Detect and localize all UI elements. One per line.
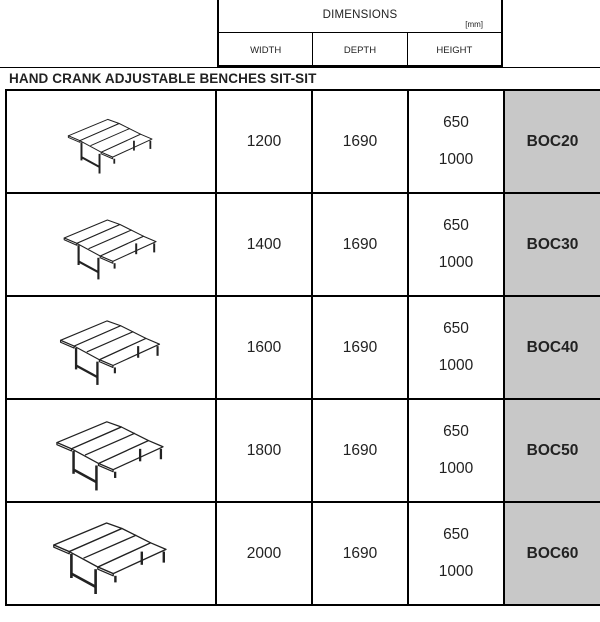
table-row — [6, 399, 600, 502]
height-min: 650 — [443, 320, 469, 337]
product-image-cell — [6, 193, 216, 296]
column-header-depth: DEPTH — [313, 33, 407, 65]
bench-illustration — [51, 102, 171, 182]
height-min: 650 — [443, 114, 469, 131]
depth-cell: 1690 — [312, 502, 408, 605]
dimensions-title-cell — [219, 0, 501, 33]
height-max: 1000 — [438, 254, 474, 271]
height-max: 1000 — [438, 357, 474, 374]
bench-illustration — [51, 514, 171, 594]
table-row — [6, 502, 600, 605]
product-table — [5, 89, 600, 606]
column-header-height: HEIGHT — [436, 45, 473, 56]
height-min: 650 — [443, 423, 469, 440]
product-image-cell — [6, 502, 216, 605]
dimension-columns — [219, 33, 501, 65]
width-cell: 1400 — [216, 193, 312, 296]
height-max: 1000 — [438, 563, 474, 580]
width-cell: 1200 — [216, 90, 312, 193]
depth-cell: 1690 — [312, 90, 408, 193]
header-rule — [0, 67, 600, 68]
height-cell — [408, 296, 504, 399]
dimensions-label: DIMENSIONS — [322, 9, 398, 21]
product-code-cell: BOC30 — [504, 193, 600, 296]
dimensions-header — [217, 0, 503, 67]
table-row — [6, 90, 600, 193]
product-code-cell: BOC40 — [504, 296, 600, 399]
width-cell: 1600 — [216, 296, 312, 399]
width-cell: 1800 — [216, 399, 312, 502]
product-image-cell — [6, 90, 216, 193]
height-max: 1000 — [438, 151, 474, 168]
column-header-width: WIDTH — [219, 33, 313, 65]
table-row — [6, 296, 600, 399]
height-cell — [408, 193, 504, 296]
table-row — [6, 193, 600, 296]
unit-label: [mm] — [465, 20, 483, 29]
bench-illustration — [51, 411, 171, 491]
bench-illustration — [51, 205, 171, 285]
width-cell: 2000 — [216, 502, 312, 605]
bench-illustration — [51, 308, 171, 388]
height-min: 650 — [443, 526, 469, 543]
depth-cell: 1690 — [312, 399, 408, 502]
product-image-cell — [6, 296, 216, 399]
height-cell — [408, 90, 504, 193]
height-max: 1000 — [438, 460, 474, 477]
depth-cell: 1690 — [312, 193, 408, 296]
product-image-cell — [6, 399, 216, 502]
height-min: 650 — [443, 217, 469, 234]
depth-cell: 1690 — [312, 296, 408, 399]
height-cell — [408, 399, 504, 502]
height-cell — [408, 502, 504, 605]
section-title: HAND CRANK ADJUSTABLE BENCHES SIT-SIT — [9, 71, 317, 86]
product-code-cell: BOC50 — [504, 399, 600, 502]
product-code-cell: BOC20 — [504, 90, 600, 193]
product-code-cell: BOC60 — [504, 502, 600, 605]
